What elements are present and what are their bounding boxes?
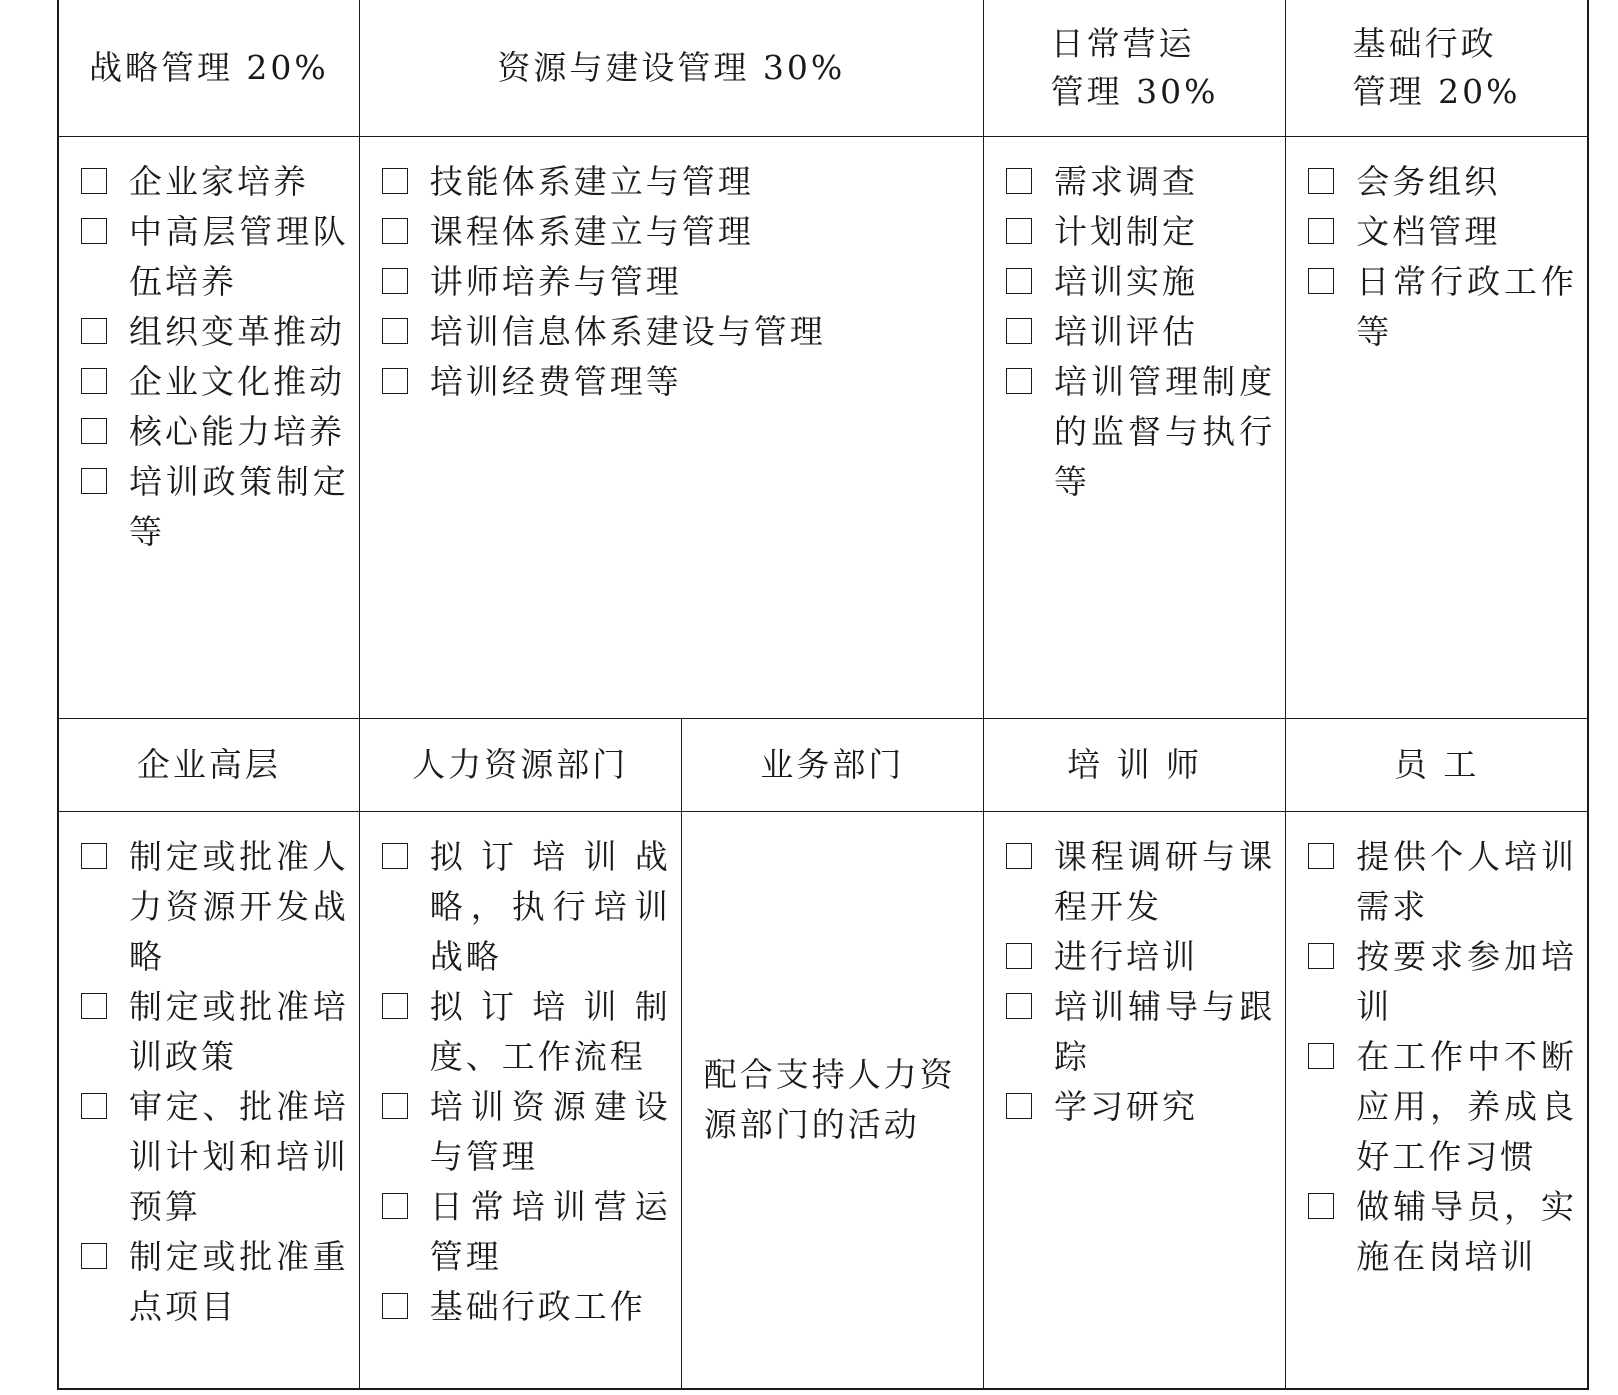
resource-item-list bbox=[360, 137, 983, 407]
list-item: 制定或批准人力资源开发战略 bbox=[81, 832, 349, 982]
operations-items-cell bbox=[983, 136, 1285, 718]
list-item: 培训资源建设与管理 bbox=[382, 1082, 671, 1182]
checkbox-icon bbox=[81, 218, 107, 244]
list-item: 培训经费管理等 bbox=[382, 357, 973, 407]
checkbox-icon bbox=[1308, 1043, 1334, 1069]
list-item: 培训辅导与跟踪 bbox=[1006, 982, 1275, 1082]
checkbox-icon bbox=[81, 1243, 107, 1269]
list-item: 技能体系建立与管理 bbox=[382, 157, 973, 207]
checkbox-icon bbox=[1006, 218, 1032, 244]
header-strategy: 战略管理 20% bbox=[58, 0, 359, 136]
header-employee: 员 工 bbox=[1286, 718, 1588, 811]
header-business-department: 业务部门 bbox=[681, 718, 983, 811]
list-item: 中高层管理队伍培养 bbox=[81, 207, 349, 307]
training-responsibility-table bbox=[57, 0, 1589, 1390]
header-executives: 企业高层 bbox=[58, 718, 359, 811]
checkbox-icon bbox=[1006, 943, 1032, 969]
list-item: 学习研究 bbox=[1006, 1082, 1275, 1132]
list-item: 培训评估 bbox=[1006, 307, 1275, 357]
checkbox-icon bbox=[1006, 993, 1032, 1019]
checkbox-icon bbox=[1308, 218, 1334, 244]
checkbox-icon bbox=[81, 318, 107, 344]
operations-item-list bbox=[984, 137, 1285, 507]
checkbox-icon bbox=[1308, 843, 1334, 869]
checkbox-icon bbox=[1006, 268, 1032, 294]
checkbox-icon bbox=[1006, 168, 1032, 194]
list-item: 课程体系建立与管理 bbox=[382, 207, 973, 257]
checkbox-icon bbox=[382, 168, 408, 194]
role-items-row bbox=[58, 811, 1588, 1389]
hr-item-list bbox=[360, 812, 681, 1332]
list-item: 培训信息体系建设与管理 bbox=[382, 307, 973, 357]
checkbox-icon bbox=[382, 218, 408, 244]
checkbox-icon bbox=[1308, 943, 1334, 969]
checkbox-icon bbox=[382, 268, 408, 294]
checkbox-icon bbox=[81, 368, 107, 394]
list-item: 制定或批准重点项目 bbox=[81, 1232, 349, 1332]
role-header-row bbox=[58, 718, 1588, 811]
list-item: 培训政策制定等 bbox=[81, 457, 349, 557]
list-item: 核心能力培养 bbox=[81, 407, 349, 457]
trainer-item-list bbox=[984, 812, 1285, 1132]
checkbox-icon bbox=[382, 1293, 408, 1319]
list-item: 需求调查 bbox=[1006, 157, 1275, 207]
list-item: 会务组织 bbox=[1308, 157, 1577, 207]
list-item: 企业家培养 bbox=[81, 157, 349, 207]
employee-item-list bbox=[1286, 812, 1587, 1282]
header-trainer: 培 训 师 bbox=[983, 718, 1285, 811]
trainer-items-cell bbox=[983, 811, 1285, 1389]
checkbox-icon bbox=[81, 418, 107, 444]
list-item: 课程调研与课程开发 bbox=[1006, 832, 1275, 932]
list-item: 在工作中不断应用，养成良好工作习惯 bbox=[1308, 1032, 1577, 1182]
strategy-item-list bbox=[59, 137, 359, 557]
list-item: 审定、批准培训计划和培训预算 bbox=[81, 1082, 349, 1232]
list-item: 基础行政工作 bbox=[382, 1282, 671, 1332]
checkbox-icon bbox=[1308, 268, 1334, 294]
list-item: 文档管理 bbox=[1308, 207, 1577, 257]
header-hr-department: 人力资源部门 bbox=[359, 718, 681, 811]
list-item: 做辅导员，实施在岗培训 bbox=[1308, 1182, 1577, 1282]
list-item: 提供个人培训需求 bbox=[1308, 832, 1577, 932]
business-items-cell bbox=[681, 811, 983, 1389]
admin-item-list bbox=[1286, 137, 1587, 357]
checkbox-icon bbox=[1308, 168, 1334, 194]
checkbox-icon bbox=[1308, 1193, 1334, 1219]
checkbox-icon bbox=[81, 1093, 107, 1119]
hr-items-cell bbox=[359, 811, 681, 1389]
list-item: 按要求参加培训 bbox=[1308, 932, 1577, 1032]
executives-items-cell bbox=[58, 811, 359, 1389]
list-item: 拟订培训制度、工作流程 bbox=[382, 982, 671, 1082]
list-item: 组织变革推动 bbox=[81, 307, 349, 357]
checkbox-icon bbox=[1006, 368, 1032, 394]
checkbox-icon bbox=[382, 368, 408, 394]
list-item: 拟订培训战略，执行培训战略 bbox=[382, 832, 671, 982]
checkbox-icon bbox=[1006, 1093, 1032, 1119]
checkbox-icon bbox=[382, 1193, 408, 1219]
checkbox-icon bbox=[382, 1093, 408, 1119]
list-item: 培训管理制度的监督与执行等 bbox=[1006, 357, 1275, 507]
admin-items-cell bbox=[1286, 136, 1588, 718]
header-resource-building: 资源与建设管理 30% bbox=[359, 0, 983, 136]
list-item: 制定或批准培训政策 bbox=[81, 982, 349, 1082]
checkbox-icon bbox=[81, 993, 107, 1019]
responsibility-table-sheet bbox=[57, 0, 1589, 1389]
list-item: 进行培训 bbox=[1006, 932, 1275, 982]
employee-items-cell bbox=[1286, 811, 1588, 1389]
list-item: 日常行政工作等 bbox=[1308, 257, 1577, 357]
checkbox-icon bbox=[382, 993, 408, 1019]
header-daily-operations: 日常营运 管理 30% bbox=[983, 0, 1285, 136]
executives-item-list bbox=[59, 812, 359, 1332]
resource-items-cell bbox=[359, 136, 983, 718]
checkbox-icon bbox=[382, 318, 408, 344]
list-item: 企业文化推动 bbox=[81, 357, 349, 407]
checkbox-icon bbox=[382, 843, 408, 869]
header-basic-admin: 基础行政 管理 20% bbox=[1286, 0, 1588, 136]
checkbox-icon bbox=[1006, 843, 1032, 869]
function-items-row bbox=[58, 136, 1588, 718]
list-item: 讲师培养与管理 bbox=[382, 257, 973, 307]
checkbox-icon bbox=[81, 843, 107, 869]
checkbox-icon bbox=[81, 168, 107, 194]
list-item: 培训实施 bbox=[1006, 257, 1275, 307]
function-header-row bbox=[58, 0, 1588, 136]
list-item: 日常培训营运管理 bbox=[382, 1182, 671, 1282]
business-support-text: 配合支持人力资源部门的活动 bbox=[703, 1054, 956, 1144]
checkbox-icon bbox=[81, 468, 107, 494]
checkbox-icon bbox=[1006, 318, 1032, 344]
strategy-items-cell bbox=[58, 136, 359, 718]
list-item: 计划制定 bbox=[1006, 207, 1275, 257]
